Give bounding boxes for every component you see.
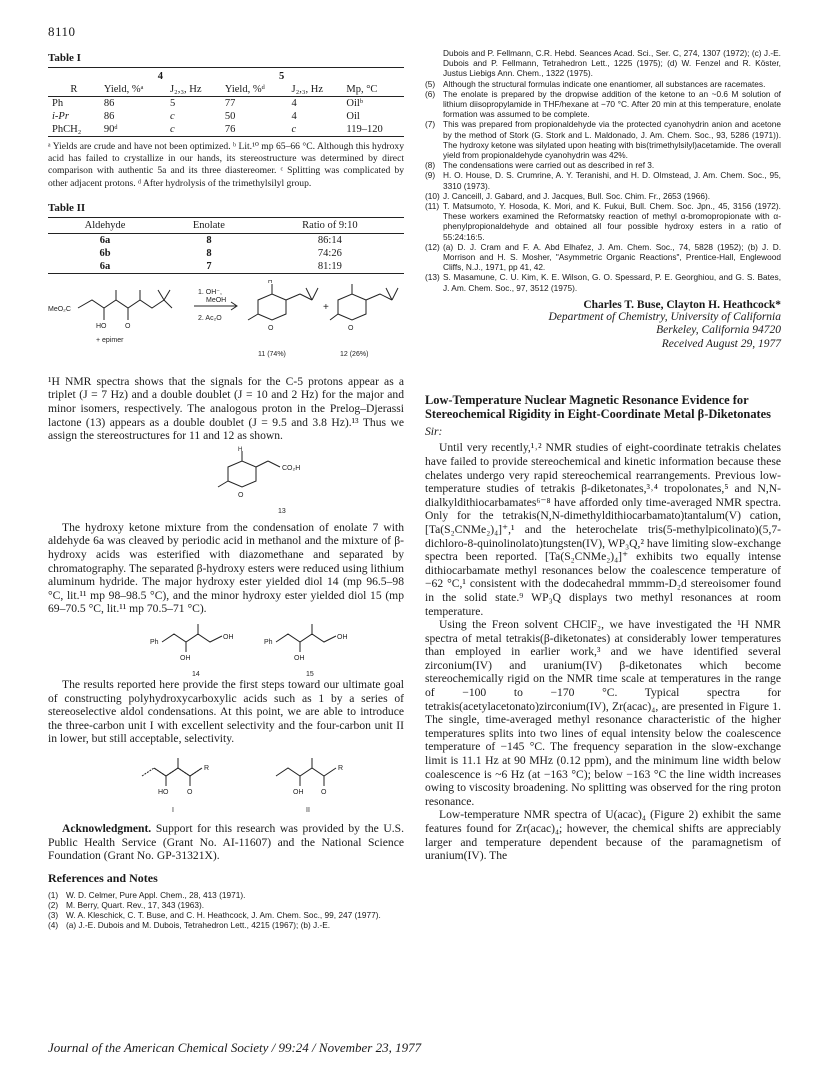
reference-number: (12) (425, 241, 440, 252)
table1-title: Table I (48, 52, 81, 64)
reference-number (425, 48, 443, 79)
reference-number: (13) (425, 272, 440, 283)
table1-header: R (70, 84, 78, 95)
table-cell: 5 (169, 98, 176, 109)
reference-number: (8) (425, 160, 436, 171)
structure-13-label: 13 (278, 507, 286, 515)
reference-number: (2) (48, 899, 59, 910)
paragraph-hydroxy-ketone: The hydroxy ketone mixture from the condensation of enolate 7 with aldehyde 6a was cleaved by periodic acid in methanol and the mixture of β-hydroxy acids was esterified with diazomethane and separated by chromatography. The separated β-hydroxy esters were reduced using lithium aluminum hydride. The major hydroxy ester yielded diol 14 (mp 96.5–98 °C, lit.¹¹ mp 98–98.5 °C), and the minor hydroxy ester yielded diol 15 (mp 69–70.5 °C, lit.¹¹ mp 70.5–71 °C). (48, 520, 404, 616)
structure-13-co2h: CO₂H (282, 464, 301, 472)
references-right (425, 48, 781, 293)
affiliation-line-2: Berkeley, California 94720 (656, 324, 781, 337)
table-cell: Oilᵇ (346, 98, 364, 109)
table-row (48, 97, 404, 111)
reference-item (48, 920, 404, 930)
table-cell: 6a (99, 260, 111, 272)
reference-item (425, 272, 781, 292)
structure-15-ph: Ph (264, 638, 273, 646)
reference-item (425, 48, 781, 79)
table-cell: 74:26 (317, 247, 342, 259)
structure-i-r: R (204, 764, 210, 772)
table-cell: 81:19 (317, 260, 342, 272)
affiliation-line-1: Department of Chemistry, University of California (548, 310, 781, 323)
structure-15-label: 15 (306, 670, 314, 678)
acknowledgment (48, 822, 404, 863)
scheme-ho: HO (96, 322, 107, 330)
reference-item (425, 201, 781, 242)
reference-number: (10) (425, 190, 440, 201)
reference-number: (7) (425, 119, 436, 130)
paragraph-freon: Using the Freon solvent CHClF₂, we have investigated the ¹H NMR spectra of metal tetrakis(β-diketonates) at considerably lower temperatures than employed in earlier work,³ and we have identified several zirconium(IV) and uranium(IV) β-diketonates which become stereochemically rigid on the NMR time scale at temperatures in the range of −100 to −170 °C. Typical spectra for tetrakis(acetylacetonato)zirconium(IV), Zr(acac)₄, are presented in Figure 1. The single, time-averaged methyl resonance characteristic of the higher temperatures splits into two lines of equal intensity below the coalescence temperature of −145 °C. The frequency separation in the slow-exchange limit is 11.1 Hz at 90 MHz (0.12 ppm), and the minimum line width below coalescence is ~6 Hz (at −163 °C); below −163 °C the line width increases owing to viscosity broadening. No splitting was observed for the ring proton resonance. (425, 618, 781, 808)
reference-number: (11) (425, 201, 440, 212)
reference-text: This was prepared from propionaldehyde via the protected cyanohydrin anion and acetone by the method of Stork (G. Stork and L. Maldonado, J. Am. Chem. Soc., 93, 5286 (1971)). The hydroxy ketone was silylated upon heating with bis(trimethylsilyl)acetamide. The overall yield from propionaldehyde cyanohydrin was 42%. (443, 119, 781, 161)
reference-number: (5) (425, 78, 436, 89)
table1-group-5: 5 (278, 71, 285, 82)
reference-text: S. Masamune, C. U. Kim, K. E. Wilson, G. O. Spessard, P. E. Georghiou, and G. S. Bates, J. Am. Chem. Soc., 97, 3512 (1975). (443, 272, 781, 293)
reference-text: J. Canceill, J. Gabard, and J. Jacques, Bull. Soc. Chim. Fr., 2653 (1966). (443, 190, 711, 201)
scheme-reagent-2: 2. Ac₂O (198, 314, 222, 322)
reference-text: H. O. House, D. S. Crumrine, A. Y. Teranishi, and H. D. Olmstead, J. Am. Chem. Soc., 95, 3310 (1973). (443, 170, 781, 191)
table-cell: 6b (99, 247, 111, 259)
scheme-h: H (268, 279, 273, 285)
paragraph-intro: Until very recently,¹˒² NMR studies of eight-coordinate tetrakis chelates have failed to provide stereochemical and kinetic information because these chelates undergo very rapid stereochemical rearrangements. Previous low-temperature studies of tetrakis β-diketonates,³˒⁴ tropolonates,⁵ and N,N-dialkyldithiocarbamates⁶⁻⁸ have afforded only time-averaged NMR spectra. Only for the tetrakis(N,N-dimethyldithiocarbamato)tantalum(V) cation, [Ta(S₂CNMe₂)₄]⁺,¹ and the heterochelate tris(5-methylpicolinato)(5,7-dichloro-8-quinolinolato)tungsten(IV), WP₃Q,² have limiting slow-exchange spectra been reported. [Ta(S₂CNMe₂)₄]⁺ exhibits two equally intense dithiocarbamate methyl resonances below the coalescence temperature of −62 °C,¹ consistent with the dodecahedral mmmm-D₂d stereoisomer found in the solid state.⁹ WP₃Q displays two methyl resonances at room temperature. (425, 441, 781, 618)
table-cell: 4 (291, 111, 297, 122)
table-cell: 86:14 (317, 234, 342, 246)
reaction-scheme-drawing (48, 280, 404, 375)
table-cell: c (169, 111, 175, 122)
table-cell: Ph (52, 98, 64, 109)
journal-footer: Journal of the American Chemical Society / 99:24 / November 23, 1977 (48, 1040, 422, 1055)
table-cell: 7 (206, 260, 212, 272)
structures-14-15 (48, 620, 404, 678)
table2-header: Ratio of 9:10 (302, 219, 358, 231)
reference-text: W. A. Kleschick, C. T. Buse, and C. H. Heathcock, J. Am. Chem. Soc., 99, 247 (1977). (66, 910, 381, 921)
structure-13 (48, 445, 404, 521)
structure-i-ho: HO (158, 788, 169, 796)
scheme-ring-o: O (268, 324, 274, 332)
table-cell: 50 (224, 111, 236, 122)
table-cell: 6a (99, 234, 111, 246)
reference-text: W. D. Celmer, Pure Appl. Chem., 28, 413 (1971). (66, 889, 246, 900)
table-row (48, 260, 404, 274)
scheme-epimer: + epimer (96, 336, 124, 344)
reaction-scheme (48, 280, 404, 375)
structure-15-oh-2: OH (294, 654, 305, 662)
page-number: 8110 (48, 24, 76, 39)
table1-footnote: ᵃ Yields are crude and have not been optimized. ᵇ Lit.¹⁰ mp 65–66 °C. Although this hydroxy acid has failed to crystallize in our hands, its stereostructure was determined by direct comparison with authentic 5a and its three diastereomer. ᶜ Splitting was complicated by other adjacent protons. ᵈ After hydrolysis of the trimethylsilyl group. (48, 141, 404, 189)
structure-14-label: 14 (192, 670, 200, 678)
paragraph-results: The results reported here provide the first steps toward our ultimate goal of constructing polyhydroxycarboxylic acids such as 1 by a series of stereoselective aldol condensations. At this point, we are able to introduce the three-carbon unit I with excellent selectivity and the four-carbon unit II in lower, but still acceptable, selectivity. (48, 677, 404, 746)
scheme-reagent-1b: MeOH (206, 296, 227, 304)
structure-ii-r: R (338, 764, 344, 772)
paragraph-nmr: ¹H NMR spectra shows that the signals for the C-5 protons appear as a triplet (J = 7 Hz) and a double doublet (J = 10 and 2 Hz) for the major and minor isomers, respectively. The analogous proton in the Prelog–Djerassi lactone (13) appears as a double doublet (J = 9.5 and 3.8 Hz).¹³ Thus we assign the stereostructures for 11 and 12 as shown. (48, 374, 404, 443)
table-cell: c (169, 124, 175, 135)
structure-i-o: O (187, 788, 193, 796)
structure-14-ph: Ph (150, 638, 159, 646)
received-date: Received August 29, 1977 (661, 337, 781, 350)
reference-text: The enolate is prepared by the dropwise addition of the ketone to an ~0.6 M solution of lithium diisopropylamide in THF/hexane at −70 °C. After 20 min at this temperature, enolate formation was assumed to be complete. (443, 88, 781, 120)
table-cell: PhCH₂ (52, 124, 82, 135)
table-cell: 76 (224, 124, 236, 135)
reference-number: (3) (48, 910, 59, 921)
table-cell: 8 (206, 234, 212, 246)
scheme-product-11: 11 (74%) (258, 350, 286, 358)
acknowledgment-text: Support for this research was provided by the U.S. Public Health Service (Grant No. AI-11607) and the National Science Foundation (Grant No. GP-31321X). (48, 821, 404, 863)
reference-number: (9) (425, 170, 436, 181)
reference-item (425, 191, 781, 201)
structure-ii-label: II (306, 806, 310, 814)
table1-header: Yield, %ᵃ (103, 84, 144, 95)
right-column (425, 48, 781, 863)
table2-title: Table II (48, 201, 86, 214)
reference-text: The condensations were carried out as described in ref 3. (443, 160, 655, 171)
structure-15-oh-1: OH (337, 633, 348, 641)
table-cell: 119–120 (346, 124, 383, 135)
table-cell: 86 (103, 111, 115, 122)
table-cell: c (291, 124, 297, 135)
reference-item (48, 910, 404, 920)
structure-13-drawing (48, 445, 404, 521)
structure-ii-oh: OH (293, 788, 304, 796)
table1-header: J₂,₃, Hz (291, 84, 324, 95)
reference-item (425, 89, 781, 120)
references-left (48, 890, 404, 931)
article-title: Low-Temperature Nuclear Magnetic Resonance Evidence for Stereochemical Rigidity in Eight-Coordinate Metal β-Diketonates (425, 393, 771, 422)
reference-item (425, 242, 781, 273)
table-cell: 86 (103, 98, 115, 109)
scheme-product-12: 12 (26%) (340, 350, 369, 358)
scheme-plus: + (323, 301, 329, 313)
authors: Charles T. Buse, Clayton H. Heathcock* (583, 298, 781, 311)
structures-i-ii (48, 752, 404, 816)
table2-header: Aldehyde (84, 219, 126, 231)
reference-item (425, 170, 781, 190)
reference-text: Although the structural formulas indicate one enantiomer, all substances are racemates. (443, 78, 766, 89)
structure-i-label: I (172, 806, 174, 814)
structures-i-ii-drawing (48, 752, 404, 816)
reference-text: M. Berry, Quart. Rev., 17, 343 (1963). (66, 899, 205, 910)
table-row (48, 123, 404, 137)
paragraph-uranium: Low-temperature NMR spectra of U(acac)₄ (Figure 2) exhibit the same features found for Zr(acac)₄; however, the chemical shifts are appreciably larger and temperature dependent because of the paramagnetism of uranium(IV). The (425, 808, 781, 863)
scheme-start-group: MeO₂C (48, 305, 71, 313)
structure-ii-o: O (321, 788, 327, 796)
table1-header: Yield, %ᵈ (224, 84, 265, 95)
salutation: Sir: (425, 425, 443, 439)
references-title: References and Notes (48, 870, 158, 885)
table1-group-4: 4 (157, 71, 163, 82)
table-cell: Oil (346, 111, 360, 122)
left-column (48, 52, 404, 931)
table-row (48, 247, 404, 260)
table-cell: 90ᵈ (103, 124, 118, 135)
structure-14-oh-2: OH (180, 654, 191, 662)
table-row (48, 233, 404, 247)
table-cell: 4 (291, 98, 297, 109)
scheme-reagent-1: 1. OH⁻, (198, 288, 222, 296)
table-cell: 8 (206, 247, 212, 259)
reference-item (48, 890, 404, 900)
table1 (48, 67, 404, 137)
table2 (48, 217, 404, 274)
scheme-o: O (125, 322, 131, 330)
reference-number: (1) (48, 889, 59, 900)
structure-14-oh-1: OH (223, 633, 234, 641)
reference-item (425, 160, 781, 170)
structure-13-h: H (238, 446, 243, 453)
reference-item (48, 900, 404, 910)
table-row (48, 110, 404, 123)
table1-header: Mp, °C (346, 84, 378, 95)
table-cell: 77 (224, 98, 236, 109)
reference-text: T. Matsumoto, Y. Hosoda, K. Mori, and K. Fukui, Bull. Chem. Soc. Jpn., 45, 3156 (1972). These workers examined the Reformatsky reaction of methyl α-bromopropionate with α-phenylpropionaldehyde and obtained all four possible hydroxy esters in a ratio of 55:24:16:5. (443, 201, 781, 242)
reference-text: Dubois and P. Fellmann, C.R. Hebd. Seances Acad. Sci., Ser. C, 274, 1307 (1972); (c) J.-E. Dubois and P. Fellmann, Tetrahedron Lett., 1225 (1975); (d) W. Fenzel and R. Köster, Justus Liebigs Ann. Chem., 1322 (1975). (443, 48, 781, 79)
reference-number: (6) (425, 88, 436, 99)
structures-14-15-drawing (48, 620, 404, 678)
structure-13-o: O (238, 491, 244, 499)
reference-text: (a) J.-E. Dubois and M. Dubois, Tetrahedron Lett., 4215 (1967); (b) J.-E. (66, 920, 331, 931)
table2-header: Enolate (192, 219, 225, 231)
reference-text: (a) D. J. Cram and F. A. Abd Elhafez, J. Am. Chem. Soc., 74, 5828 (1952); (b) J. D. Morrison and H. S. Mosher, "Asymmetric Organic Reactions", Prentice-Hall, Englewood Cliffs, N.J., 1971, pp 41, 42. (443, 241, 781, 273)
reference-item (425, 119, 781, 160)
table1-header: J₂,₃, Hz (169, 84, 202, 95)
acknowledgment-label: Acknowledgment. (62, 821, 152, 835)
reference-number: (4) (48, 920, 59, 931)
reference-item (425, 79, 781, 89)
table-cell: i-Pr (52, 111, 69, 122)
scheme-ring-o-2: O (348, 324, 354, 332)
